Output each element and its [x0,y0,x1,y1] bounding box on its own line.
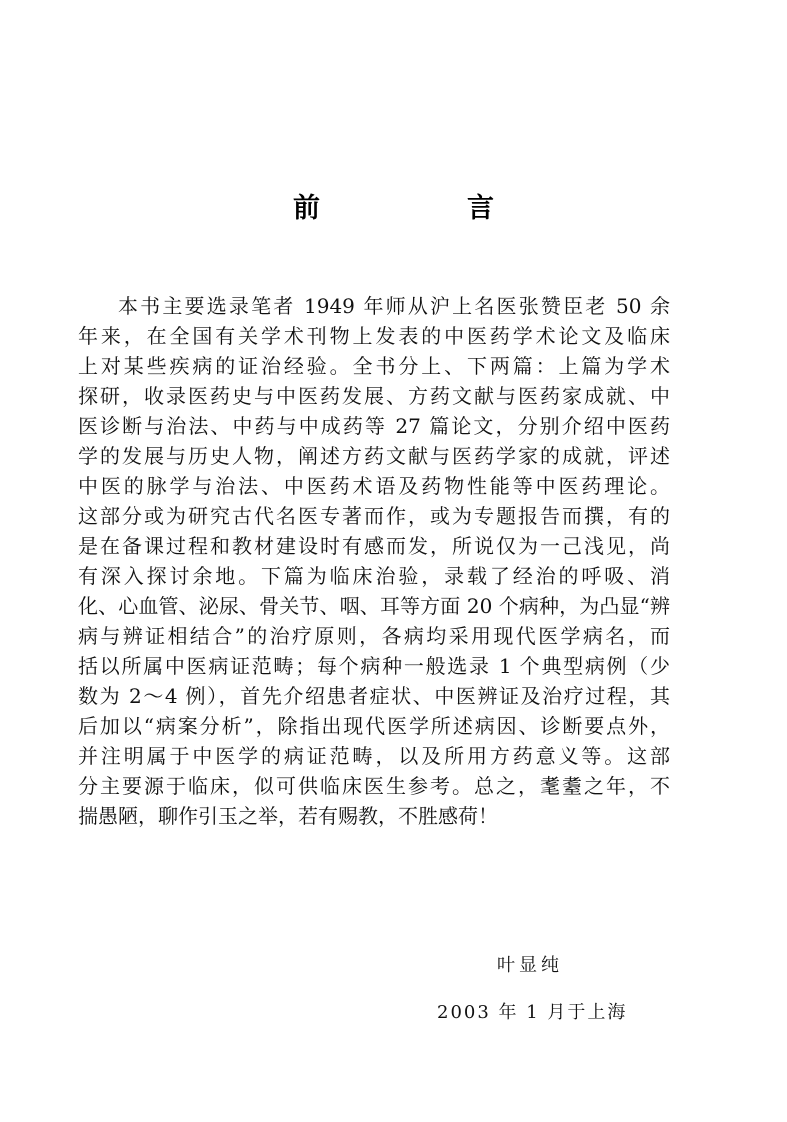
text-line: 是在备课过程和教材建设时有感而发，所说仅为一己浅见，尚 [78,534,670,558]
text-line: 医诊断与治法、中药与中成药等 27 篇论文，分别介绍中医药 [78,414,670,438]
text-line: 这部分或为研究古代名医专著而作，或为专题报告而撰，有的 [78,504,670,528]
text-line: 学的发展与历史人物，阐述方药文献与医药学家的成就，评述 [78,444,670,468]
preface-paragraph [78,291,670,831]
text-line: 数为 2～4 例），首先介绍患者症状、中医辨证及治疗过程，其 [78,684,670,708]
text-line: 探研，收录医药史与中医药发展、方药文献与医药家成就、中 [78,384,670,408]
text-line: 揣愚陋，聊作引玉之举，若有赐教，不胜感荷！ [78,804,498,828]
signature-date: 2003 年 1 月于上海 [437,1002,628,1023]
text-line: 并注明属于中医学的病证范畴，以及所用方药意义等。这部 [78,744,670,768]
text-line: 年来，在全国有关学术刊物上发表的中医药学术论文及临床 [78,324,670,348]
text-line: 分主要源于临床，似可供临床医生参考。总之，耄耋之年，不 [78,774,670,798]
text-line: 上对某些疾病的证治经验。全书分上、下两篇：上篇为学术 [78,354,670,378]
page-title: 前 言 [293,193,554,224]
text-line: 后加以“病案分析”，除指出现代医学所述病因、诊断要点外， [78,714,670,738]
text-line: 化、心血管、泌尿、骨关节、咽、耳等方面 20 个病种，为凸显“辨 [78,594,670,618]
text-line: 有深入探讨余地。下篇为临床治验，录载了经治的呼吸、消 [78,564,670,588]
text-line: 病与辨证相结合”的治疗原则，各病均采用现代医学病名，而 [78,624,670,648]
text-line: 括以所属中医病证范畴；每个病种一般选录 1 个典型病例（少 [78,654,670,678]
author-signature: 叶显纯 [497,955,563,976]
text-line: 中医的脉学与治法、中医药术语及药物性能等中医药理论。 [78,474,670,498]
text-line: 本书主要选录笔者 1949 年师从沪上名医张赞臣老 50 余 [118,294,670,318]
